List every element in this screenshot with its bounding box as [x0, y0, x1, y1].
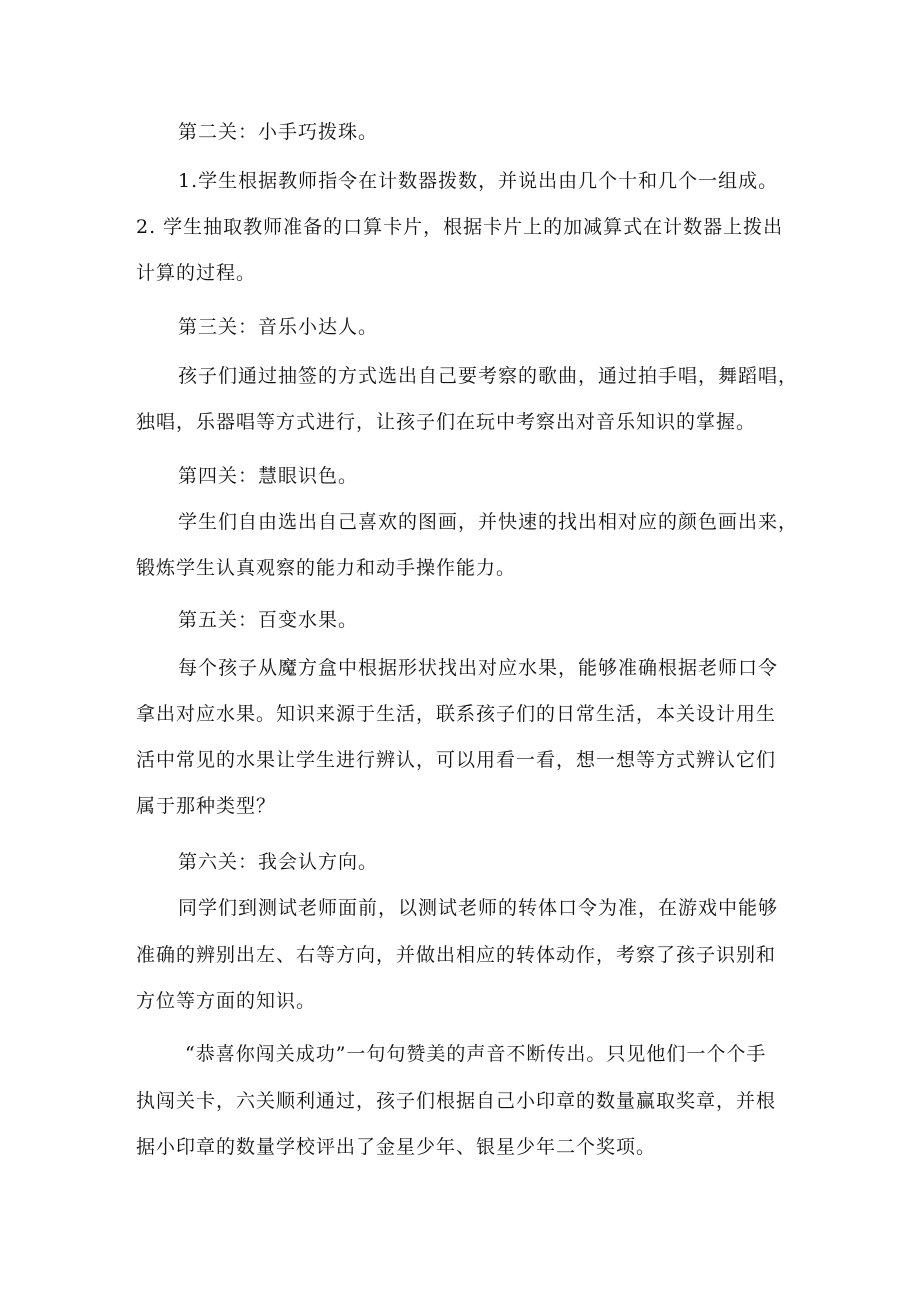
level-six-heading: 第六关：我会认方向。 — [178, 851, 379, 873]
level-four-text-line-2: 锻炼学生认真观察的能力和动手操作能力。 — [136, 557, 517, 579]
level-five-text-line-1: 每个孩子从魔方盒中根据形状找出对应水果，能够准确根据老师口令 — [178, 657, 779, 679]
level-two-step-2: 2. 学生抽取教师准备的口算卡片，根据卡片上的加减算式在计数器上拨出 — [136, 216, 784, 238]
level-five-text-line-2: 拿出对应水果。知识来源于生活，联系孩子们的日常生活，本关设计用生 — [136, 703, 777, 725]
level-five-text-line-3: 活中常见的水果让学生进行辨认，可以用看一看，想一想等方式辨认它们 — [136, 749, 777, 771]
level-five-heading: 第五关：百变水果。 — [178, 609, 359, 631]
conclusion-line-1: “恭喜你闯关成功”一句句赞美的声音不断传出。只见他们一个个手 — [185, 1043, 767, 1065]
conclusion-line-2: 执闯关卡，六关顺利通过，孩子们根据自己小印章的数量赢取奖章，并根 — [136, 1090, 777, 1112]
level-five-text-line-4: 属于那种类型？ — [136, 795, 277, 817]
level-six-text-line-2: 准确的辨别出左、右等方向，并做出相应的转体动作，考察了孩子识别和 — [136, 944, 777, 966]
level-four-text-line-1: 学生们自由选出自己喜欢的图画，并快速的找出相对应的颜色画出来， — [178, 511, 799, 533]
level-three-text-line-2: 独唱，乐器唱等方式进行，让孩子们在玩中考察出对音乐知识的掌握。 — [136, 411, 757, 433]
level-six-text-line-1: 同学们到测试老师面前，以测试老师的转体口令为准，在游戏中能够 — [178, 897, 779, 919]
level-six-text-line-3: 方位等方面的知识。 — [136, 990, 317, 1012]
level-two-step-1: 1.学生根据教师指令在计数器拨数，并说出由几个十和几个一组成。 — [178, 170, 779, 192]
level-four-heading: 第四关：慧眼识色。 — [178, 465, 359, 487]
conclusion-line-3: 据小印章的数量学校评出了金星少年、银星少年二个奖项。 — [136, 1136, 657, 1158]
level-two-step-2-continued: 计算的过程。 — [136, 262, 257, 284]
level-three-text-line-1: 孩子们通过抽签的方式选出自己要考察的歌曲，通过拍手唱，舞蹈唱， — [178, 365, 799, 387]
level-three-heading: 第三关：音乐小达人。 — [178, 316, 379, 338]
level-two-heading: 第二关：小手巧拨珠。 — [178, 121, 379, 143]
